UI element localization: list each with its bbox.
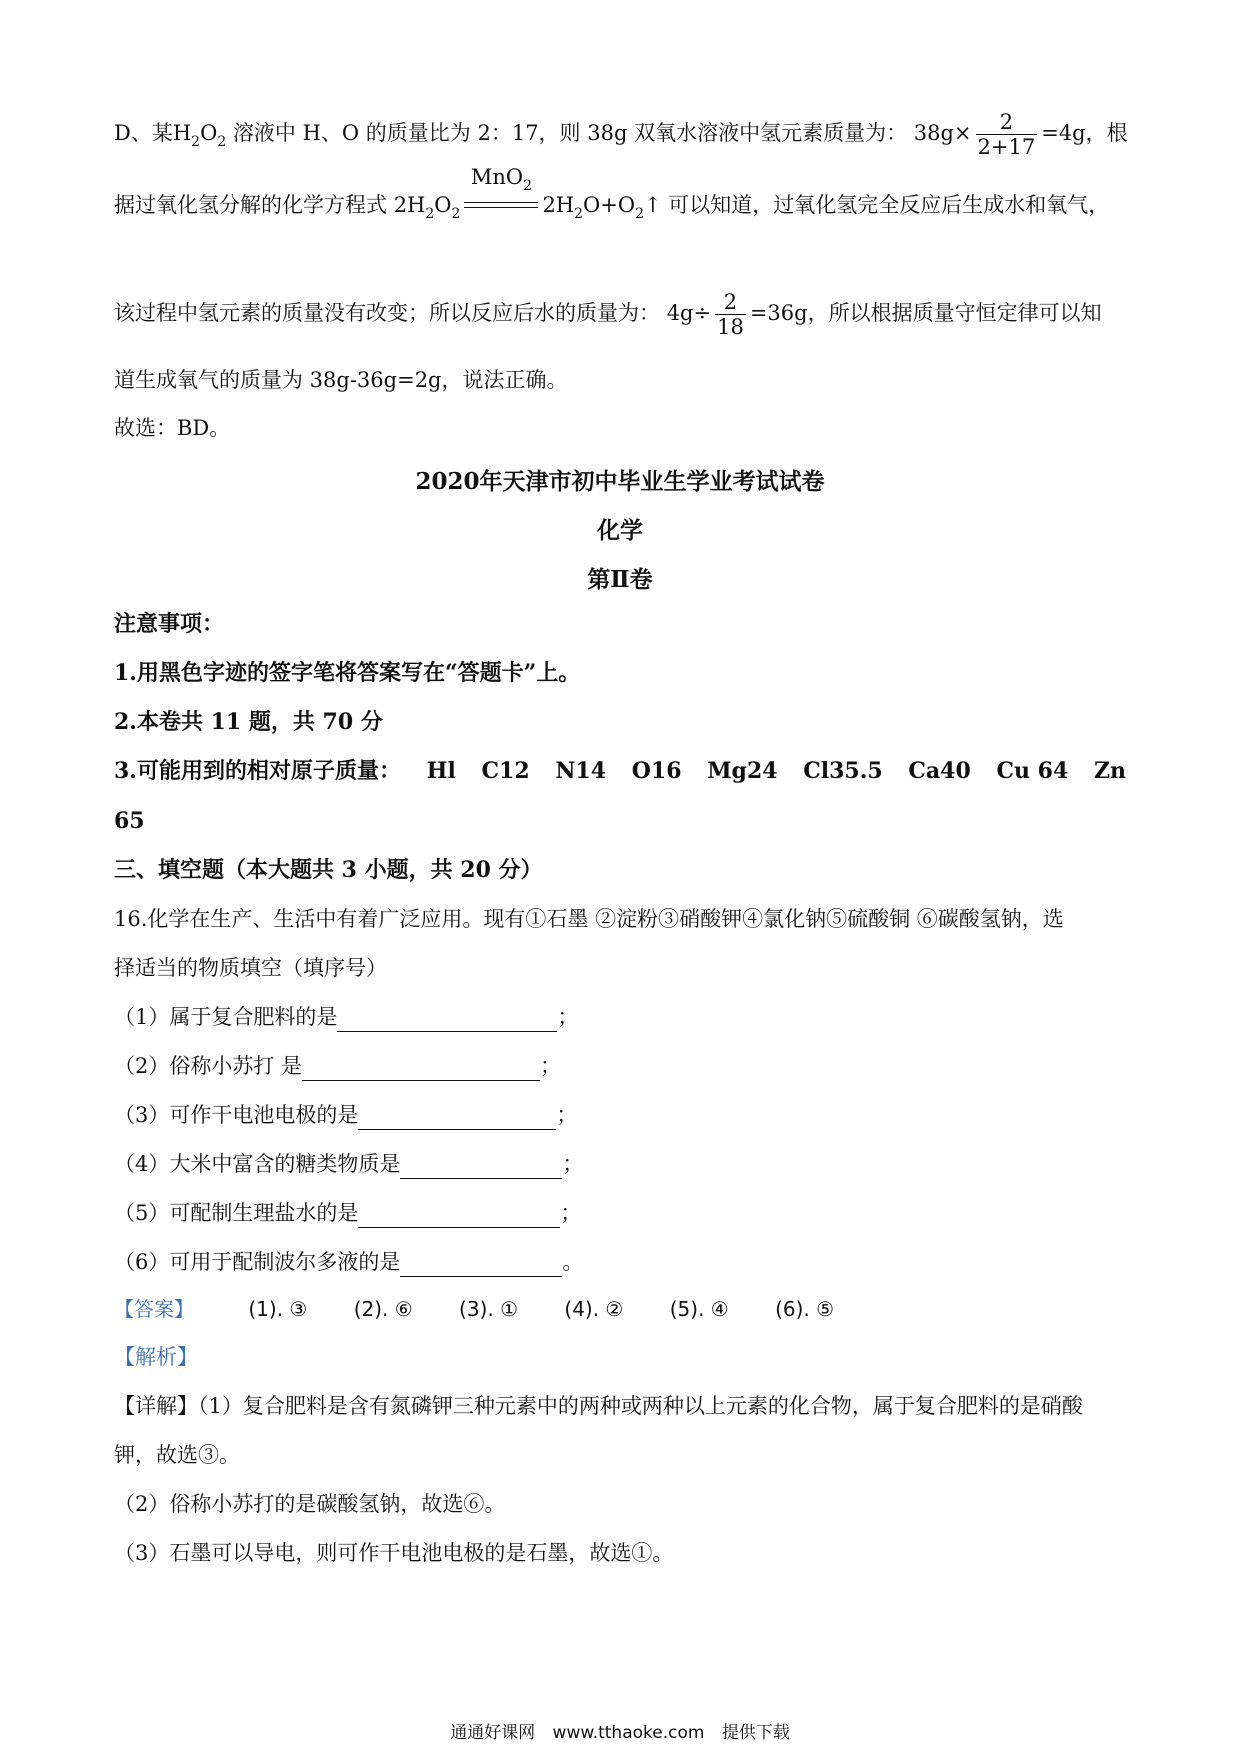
mass-c: C12 [481, 758, 530, 784]
detail-1b: 钾，故选③。 [114, 1443, 240, 1467]
answer-6: (6). ⑤ [775, 1297, 835, 1321]
fraction-2-over-18: $\frac{2}{18}$ [717, 290, 744, 339]
answer-blank-4[interactable] [400, 1156, 562, 1179]
question-16-line-1: 16.化学在生产、生活中有着广泛应用。现有①石墨 ②淀粉③硝酸钾④氯化钠⑤硫酸铜 ⑥碳酸氢钠，选 [114, 907, 1064, 931]
note-2: 2.本卷共 11 题，共 70 分 [114, 709, 383, 735]
option-d-line-1: D、某$H_2O_2$ 溶液中 H、O 的质量比为 2：17，则 38g 双氧水溶液中氢元素质量为： 38g× $\frac{2}{2+17}$ =4g，根 [114, 110, 1128, 159]
exam-subject: 化学 [597, 517, 643, 544]
answer-blank-5[interactable] [358, 1205, 560, 1228]
mass-n: N14 [555, 758, 607, 784]
mass-ca: Ca40 [908, 758, 971, 784]
footer-url[interactable]: www.tthaoke.com [552, 1723, 705, 1743]
page-footer [0, 1718, 1240, 1743]
answer-3: (3). ① [459, 1297, 519, 1321]
answer-blank-1[interactable] [337, 1009, 557, 1032]
mass-zn: Zn [1093, 758, 1126, 784]
answer-blank-6[interactable] [400, 1254, 562, 1277]
mass-o: O16 [631, 758, 682, 784]
answer-row [114, 1293, 874, 1322]
footer-site: 通通好课网 [450, 1723, 536, 1743]
note-1: 1.用黑色字迹的签字笔将答案写在“答题卡”上。 [114, 660, 581, 686]
answer-5: (5). ④ [669, 1297, 729, 1321]
answer-label: 【答案】 [114, 1297, 194, 1321]
answer-4: (4). ② [564, 1297, 624, 1321]
note-3-continued: 65 [114, 808, 145, 834]
blank-item-6: （6）可用于配制波尔多液的是 。 [114, 1247, 583, 1277]
option-d-line-2: 据过氧化氢分解的化学方程式 $2H_2O_2$ MnO$_2$ $2H_2O+O_2↑$ 可以知道，过氧化氢完全反应后生成水和氧气， [114, 164, 1110, 222]
blank-item-5: （5）可配制生理盐水的是 ； [114, 1198, 581, 1228]
h2o2-formula: $H_2O_2$ [172, 121, 227, 150]
equation-products: $2H_2O+O_2↑$ [542, 193, 662, 222]
mass-h: Hl [426, 758, 456, 784]
reaction-arrow: MnO$_2$ [462, 192, 540, 222]
equation-reactant: $2H_2O_2$ [393, 193, 461, 222]
question-16-line-2: 择适当的物质填空（填序号） [114, 956, 387, 980]
blank-item-1: （1）属于复合肥料的是 ； [114, 1002, 578, 1032]
choice-result: 故选：BD。 [114, 416, 231, 440]
blank-item-3: （3）可作干电池电极的是 ； [114, 1100, 577, 1130]
section-heading: 三、填空题（本大题共 3 小题，共 20 分） [114, 857, 543, 883]
mass-mg: Mg24 [707, 758, 778, 784]
analysis-label: 【解析】 [114, 1345, 198, 1369]
fraction-2-over-19: $\frac{2}{2+17}$ [977, 110, 1036, 159]
answer-1: (1). ③ [248, 1297, 308, 1321]
detail-1a: 【详解】（1）复合肥料是含有氮磷钾三种元素中的两种或两种以上元素的化合物，属于复合肥料的是硝酸 [114, 1394, 1083, 1418]
detail-2: （2）俗称小苏打的是碳酸氢钠，故选⑥。 [114, 1492, 506, 1516]
option-d-line-4: 道生成氧气的质量为 38g-36g=2g，说法正确。 [114, 368, 568, 392]
mass-cl: Cl35.5 [803, 758, 883, 784]
option-d-line-3: 该过程中氢元素的质量没有改变；所以反应后水的质量为： 4g÷ $\frac{2}{18}$ =36g，所以根据质量守恒定律可以知 [114, 290, 1102, 339]
footer-note: 提供下载 [721, 1723, 790, 1743]
note-3: 3.可能用到的相对原子质量： Hl C12 N14 O16 Mg24 Cl35.5 Ca40 Cu 64 Zn [114, 758, 1126, 784]
answer-2: (2). ⑥ [353, 1297, 413, 1321]
blank-item-4: （4）大米中富含的糖类物质是 ； [114, 1149, 583, 1179]
exam-title: 2020年天津市初中毕业生学业考试试卷 [415, 468, 825, 495]
exam-volume: 第Ⅱ卷 [587, 566, 653, 593]
answer-blank-2[interactable] [302, 1058, 540, 1081]
mass-cu: Cu 64 [996, 758, 1069, 784]
answer-blank-3[interactable] [358, 1107, 556, 1130]
blank-item-2: （2）俗称小苏打 是 ； [114, 1051, 561, 1081]
notes-heading: 注意事项： [114, 611, 225, 637]
detail-3: （3）石墨可以导电，则可作干电池电极的是石墨，故选①。 [114, 1541, 674, 1565]
